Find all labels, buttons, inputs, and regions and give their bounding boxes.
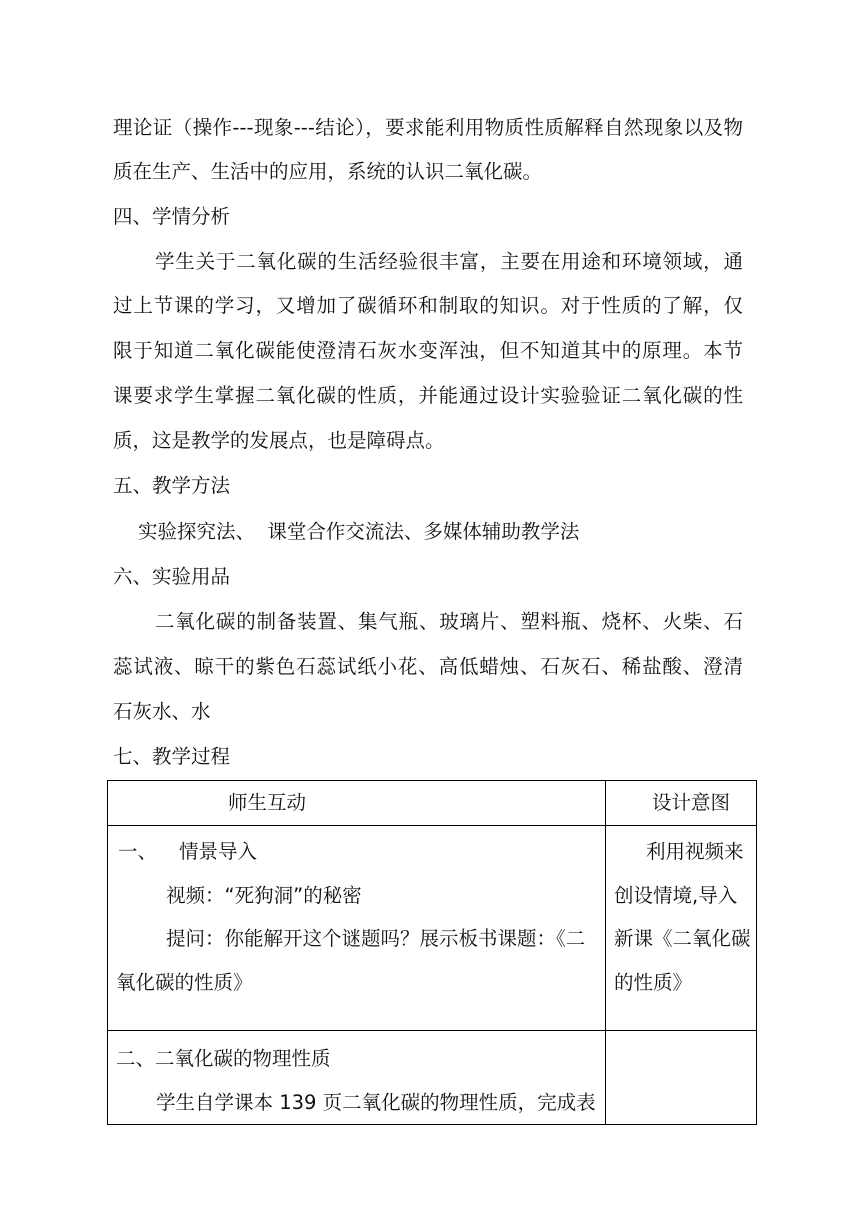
table-row	[108, 1031, 757, 1125]
row-title: 二、二氧化碳的物理性质	[116, 1047, 331, 1070]
table-header-row	[108, 781, 757, 826]
teaching-process-table	[107, 780, 757, 1125]
cell-line: 创设情境,导入	[614, 883, 738, 907]
header-label: 师生互动	[228, 791, 307, 814]
cell-line: 利用视频来	[646, 840, 744, 863]
cell-line: 学生自学课本 139 页二氧化碳的物理性质，完成表	[156, 1090, 596, 1114]
section-heading-experiment-supplies: 六、实验用品	[113, 565, 231, 588]
paragraph-line: 质在生产、生活中的应用，系统的认识二氧化碳。	[113, 160, 543, 183]
section-heading-learning-analysis: 四、学情分析	[113, 205, 231, 228]
cell-line: 的性质》	[614, 970, 693, 994]
header-label: 设计意图	[652, 791, 731, 814]
cell-line: 视频：“死狗洞”的秘密	[166, 883, 362, 907]
paragraph-line: 蕊试液、晾干的紫色石蕊试纸小花、高低蜡烛、石灰石、稀盐酸、澄清	[113, 655, 743, 678]
table-cell-intent	[606, 1031, 757, 1125]
table-header-interaction	[108, 781, 606, 826]
table-cell-interaction	[108, 1031, 606, 1125]
cell-line: 氧化碳的性质》	[116, 970, 253, 994]
table-header-intent	[606, 781, 757, 826]
table-cell-intent	[606, 826, 757, 1031]
section-heading-teaching-process: 七、教学过程	[113, 745, 231, 768]
teaching-methods-text: 实验探究法、 课堂合作交流法、多媒体辅助教学法	[138, 520, 580, 543]
table-row	[108, 826, 757, 1031]
cell-line: 新课《二氧化碳	[614, 927, 751, 950]
table-cell-interaction	[108, 826, 606, 1031]
paragraph-line: 石灰水、水	[113, 700, 211, 723]
paragraph-line: 理论证（操作---现象---结论），要求能利用物质性质解释自然现象以及物	[113, 116, 743, 139]
paragraph-line: 限于知道二氧化碳能使澄清石灰水变浑浊，但不知道其中的原理。本节	[113, 339, 743, 362]
row-title-number: 一、	[118, 840, 158, 863]
cell-line: 提问：你能解开这个谜题吗？展示板书课题：《二	[166, 927, 586, 950]
paragraph-line: 过上节课的学习，又增加了碳循环和制取的知识。对于性质的了解，仅	[113, 294, 743, 317]
paragraph-line: 课要求学生掌握二氧化碳的性质，并能通过设计实验验证二氧化碳的性	[113, 384, 743, 407]
row-title	[108, 830, 605, 874]
paragraph-line: 学生关于二氧化碳的生活经验很丰富，主要在用途和环境领域，通	[155, 250, 743, 273]
paragraph-line: 质，这是教学的发展点，也是障碍点。	[113, 429, 445, 452]
section-heading-teaching-method: 五、教学方法	[113, 474, 231, 497]
paragraph-line: 二氧化碳的制备装置、集气瓶、玻璃片、塑料瓶、烧杯、火柴、石	[155, 610, 743, 633]
row-title-text: 情景导入	[179, 840, 258, 863]
